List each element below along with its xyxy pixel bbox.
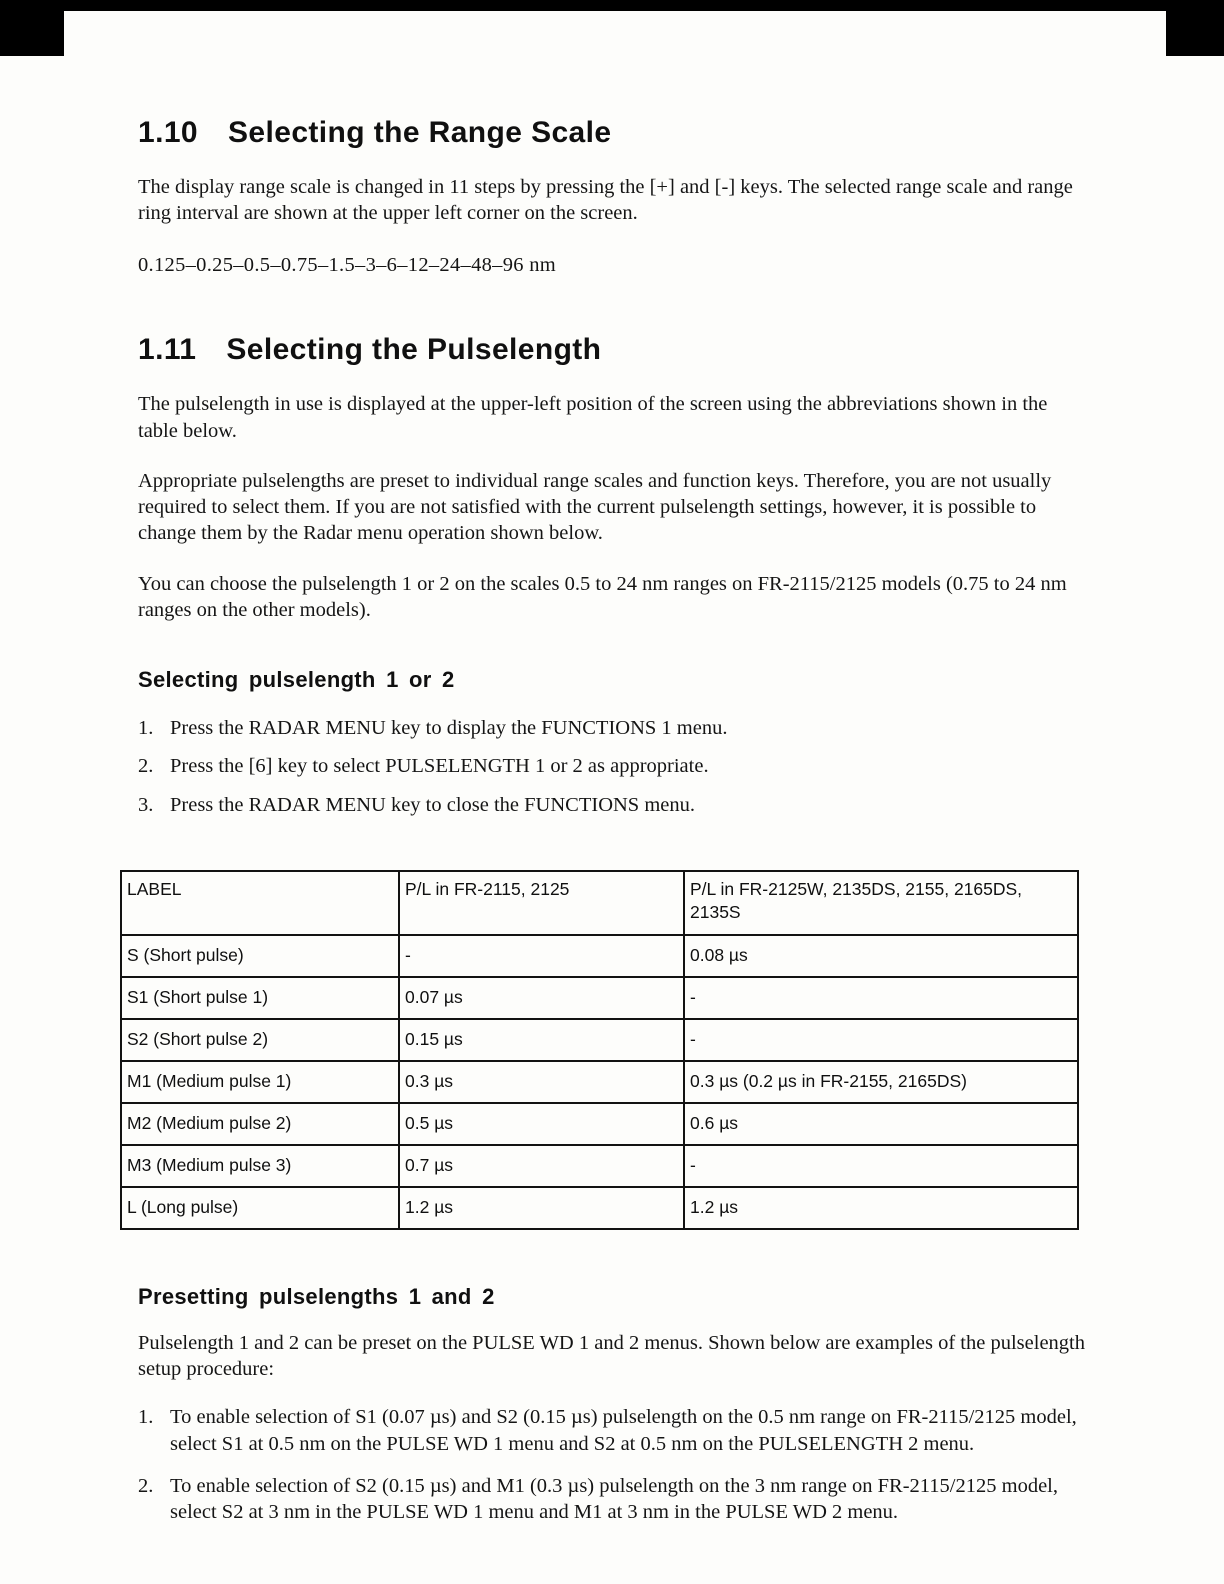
table-header-row <box>121 871 1078 935</box>
selecting-steps-list <box>138 715 1104 818</box>
table-cell: 1.2 µs <box>684 1187 1078 1229</box>
pulselength-table <box>120 870 1079 1230</box>
table-cell: 0.3 µs (0.2 µs in FR-2155, 2165DS) <box>684 1061 1078 1103</box>
section-number: 1.11 <box>138 333 197 367</box>
list-item-number: 2. <box>138 755 154 778</box>
paragraph: The pulselength in use is displayed at the upper-left position of the screen using the abbreviations shown in the table below. <box>138 393 1048 442</box>
table-cell: M2 (Medium pulse 2) <box>121 1103 399 1145</box>
presetting-steps-list <box>138 1404 1104 1525</box>
table-cell: 0.08 µs <box>684 935 1078 977</box>
table-row <box>121 1019 1078 1061</box>
list-item-number: 3. <box>138 793 154 816</box>
paragraph: You can choose the pulselength 1 or 2 on the scales 0.5 to 24 nm ranges on FR-2115/2125 models (0.75 to 24 nm ranges on the other models). <box>138 572 1067 621</box>
section-number: 1.10 <box>138 116 198 149</box>
table-cell: 0.5 µs <box>399 1103 684 1145</box>
section-title: Selecting the Pulselength <box>226 333 602 367</box>
table-cell: L (Long pulse) <box>121 1187 399 1229</box>
table-row <box>121 1145 1078 1187</box>
table-cell: M3 (Medium pulse 3) <box>121 1145 399 1187</box>
list-item-text: Press the RADAR MENU key to display the FUNCTIONS 1 menu. <box>170 717 728 740</box>
table-cell: - <box>684 977 1078 1019</box>
table-row <box>121 1061 1078 1103</box>
paragraph: Pulselength 1 and 2 can be preset on the PULSE WD 1 and 2 menus. Shown below are examples of the pulselength setup procedure: <box>138 1331 1085 1381</box>
table-row <box>121 935 1078 977</box>
table-cell: S2 (Short pulse 2) <box>121 1019 399 1061</box>
table-cell: - <box>684 1019 1078 1061</box>
list-item-number: 1. <box>138 1406 154 1429</box>
list-item <box>138 1473 1104 1525</box>
list-item-number: 2. <box>138 1474 154 1497</box>
table-header-pl-fr2125w: P/L in FR-2125W, 2135DS, 2155, 2165DS, 2135S <box>684 871 1078 935</box>
subsection-heading-selecting: Selecting pulselength 1 or 2 <box>138 667 455 693</box>
table-cell: M1 (Medium pulse 1) <box>121 1061 399 1103</box>
table-row <box>121 1187 1078 1229</box>
range-scale-values: 0.125–0.25–0.5–0.75–1.5–3–6–12–24–48–96 nm <box>138 254 557 277</box>
list-item <box>138 753 1104 779</box>
table-cell: 0.6 µs <box>684 1103 1078 1145</box>
table-cell: 0.3 µs <box>399 1061 684 1103</box>
list-item-text: To enable selection of S2 (0.15 µs) and M1 (0.3 µs) pulselength on the 3 nm range on FR-2115/2125 model, select S2 at 3 nm in the PULSE WD 1 menu and M1 at 3 nm in the PULSE WD 2 menu. <box>170 1474 1058 1523</box>
table-cell: 0.7 µs <box>399 1145 684 1187</box>
paragraph: The display range scale is changed in 11 steps by pressing the [+] and [-] keys. The selected range scale and range ring interval are shown at the upper left corner on the screen. <box>138 176 1073 225</box>
list-item-text: Press the [6] key to select PULSELENGTH 1 or 2 as appropriate. <box>170 755 709 778</box>
section-heading-1-11 <box>138 333 1104 367</box>
table-cell: 1.2 µs <box>399 1187 684 1229</box>
section-title: Selecting the Range Scale <box>228 116 612 149</box>
list-item <box>138 792 1104 818</box>
list-item <box>138 1404 1104 1456</box>
list-item-text: To enable selection of S1 (0.07 µs) and S2 (0.15 µs) pulselength on the 0.5 nm range on FR-2115/2125 model, select S1 at 0.5 nm on the PULSE WD 1 menu and S2 at 0.5 nm on the PULSELENGTH 2 menu. <box>170 1406 1077 1455</box>
table-row <box>121 1103 1078 1145</box>
list-item-text: Press the RADAR MENU key to close the FUNCTIONS menu. <box>170 793 695 816</box>
subsection-heading-presetting: Presetting pulselengths 1 and 2 <box>138 1283 495 1309</box>
list-item <box>138 715 1104 741</box>
table-cell: S1 (Short pulse 1) <box>121 977 399 1019</box>
table-cell: S (Short pulse) <box>121 935 399 977</box>
table-row <box>121 977 1078 1019</box>
table-header-label: LABEL <box>121 871 399 935</box>
paragraph: Appropriate pulselengths are preset to individual range scales and function keys. Therefore, you are not usually required to select them. If you are not satisfied with the current pulselength settings, however, it is possible to change them by the Radar menu operation shown below. <box>138 469 1052 545</box>
table-header-pl-fr2115: P/L in FR-2115, 2125 <box>399 871 684 935</box>
table-cell: 0.07 µs <box>399 977 684 1019</box>
section-heading-1-10 <box>138 116 1104 150</box>
list-item-number: 1. <box>138 717 154 740</box>
table-cell: - <box>684 1145 1078 1187</box>
table-cell: 0.15 µs <box>399 1019 684 1061</box>
table-cell: - <box>399 935 684 977</box>
